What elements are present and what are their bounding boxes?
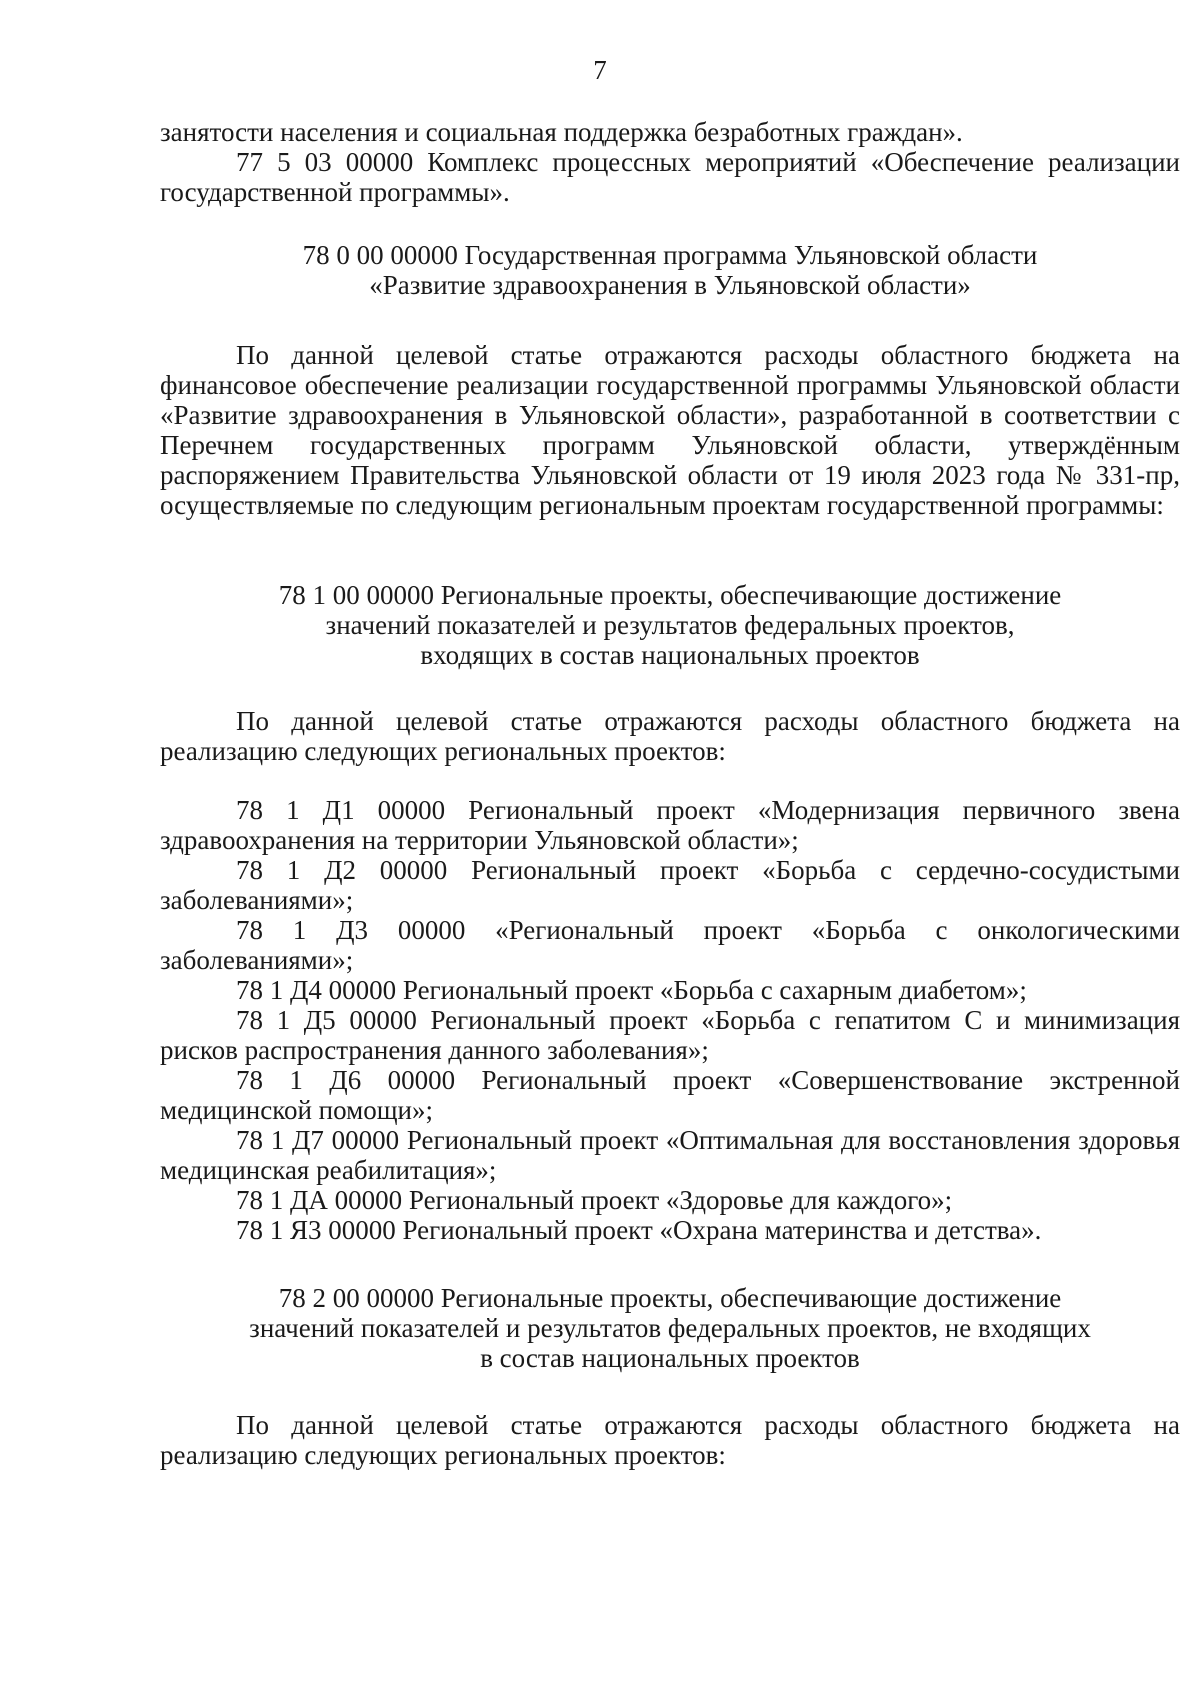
section1-heading xyxy=(230,580,1110,670)
program-heading-line1: 78 0 00 00000 Государственная программа Ульяновской области xyxy=(302,240,1038,270)
section2-heading-line1: 78 2 00 00000 Региональные проекты, обеспечивающие достижение xyxy=(278,1283,1062,1313)
section1-items xyxy=(160,795,1180,1245)
list-item: 78 1 Я3 00000 Региональный проект «Охрана материнства и детства». xyxy=(236,1215,1042,1245)
section1-heading-line3: входящих в состав национальных проектов xyxy=(420,640,920,670)
program-paragraph: По данной целевой статье отражаются расходы областного бюджета на финансовое обеспечение реализации государственной программы Ульяновской области «Развитие здравоохранения в Ульяновской области», разработанной в соответствии с Перечнем государственных программ Ульяновской области, утверждённым распоряжением Правительства Ульяновской области от 19 июля 2023 года № 331-пр, осуществляемые по следующим региональным проектам государственной программы: xyxy=(160,340,1180,520)
section2-heading xyxy=(200,1283,1140,1373)
section2-heading-line2: значений показателей и результатов федеральных проектов, не входящих xyxy=(249,1313,1091,1343)
list-item: 78 1 ДА 00000 Региональный проект «Здоровье для каждого»; xyxy=(236,1185,953,1215)
section2-paragraph-block xyxy=(160,1410,1180,1470)
list-item: 78 1 Д4 00000 Региональный проект «Борьба с сахарным диабетом»; xyxy=(236,975,1027,1005)
list-item: 78 1 Д3 00000 «Региональный проект «Борьба с онкологическими заболеваниями»; xyxy=(160,915,1180,975)
section2-heading-line3: в состав национальных проектов xyxy=(480,1343,860,1373)
intro-line: занятости населения и социальная поддержка безработных граждан». xyxy=(160,117,963,147)
section1-paragraph-block xyxy=(160,706,1180,766)
page-number: 7 xyxy=(593,55,607,85)
list-item: 78 1 Д6 00000 Региональный проект «Совершенствование экстренной медицинской помощи»; xyxy=(160,1065,1180,1125)
list-item: 78 1 Д1 00000 Региональный проект «Модернизация первичного звена здравоохранения на территории Ульяновской области»; xyxy=(160,795,1180,855)
intro-block xyxy=(160,117,1180,207)
section1-paragraph: По данной целевой статье отражаются расходы областного бюджета на реализацию следующих региональных проектов: xyxy=(160,706,1180,766)
section1-heading-line2: значений показателей и результатов федеральных проектов, xyxy=(325,610,1015,640)
section1-heading-line1: 78 1 00 00000 Региональные проекты, обеспечивающие достижение xyxy=(278,580,1062,610)
section2-paragraph: По данной целевой статье отражаются расходы областного бюджета на реализацию следующих региональных проектов: xyxy=(160,1410,1180,1470)
program-heading-line2: «Развитие здравоохранения в Ульяновской области» xyxy=(369,270,971,300)
list-item: 78 1 Д7 00000 Региональный проект «Оптимальная для восстановления здоровья медицинская реабилитация»; xyxy=(160,1125,1180,1185)
program-heading xyxy=(160,240,1180,300)
program-paragraph-block xyxy=(160,340,1180,520)
item-77-5: 77 5 03 00000 Комплекс процессных мероприятий «Обеспечение реализации государственной программы». xyxy=(160,147,1180,207)
list-item: 78 1 Д5 00000 Региональный проект «Борьба с гепатитом С и минимизация рисков распространения данного заболевания»; xyxy=(160,1005,1180,1065)
list-item: 78 1 Д2 00000 Региональный проект «Борьба с сердечно-сосудистыми заболеваниями»; xyxy=(160,855,1180,915)
